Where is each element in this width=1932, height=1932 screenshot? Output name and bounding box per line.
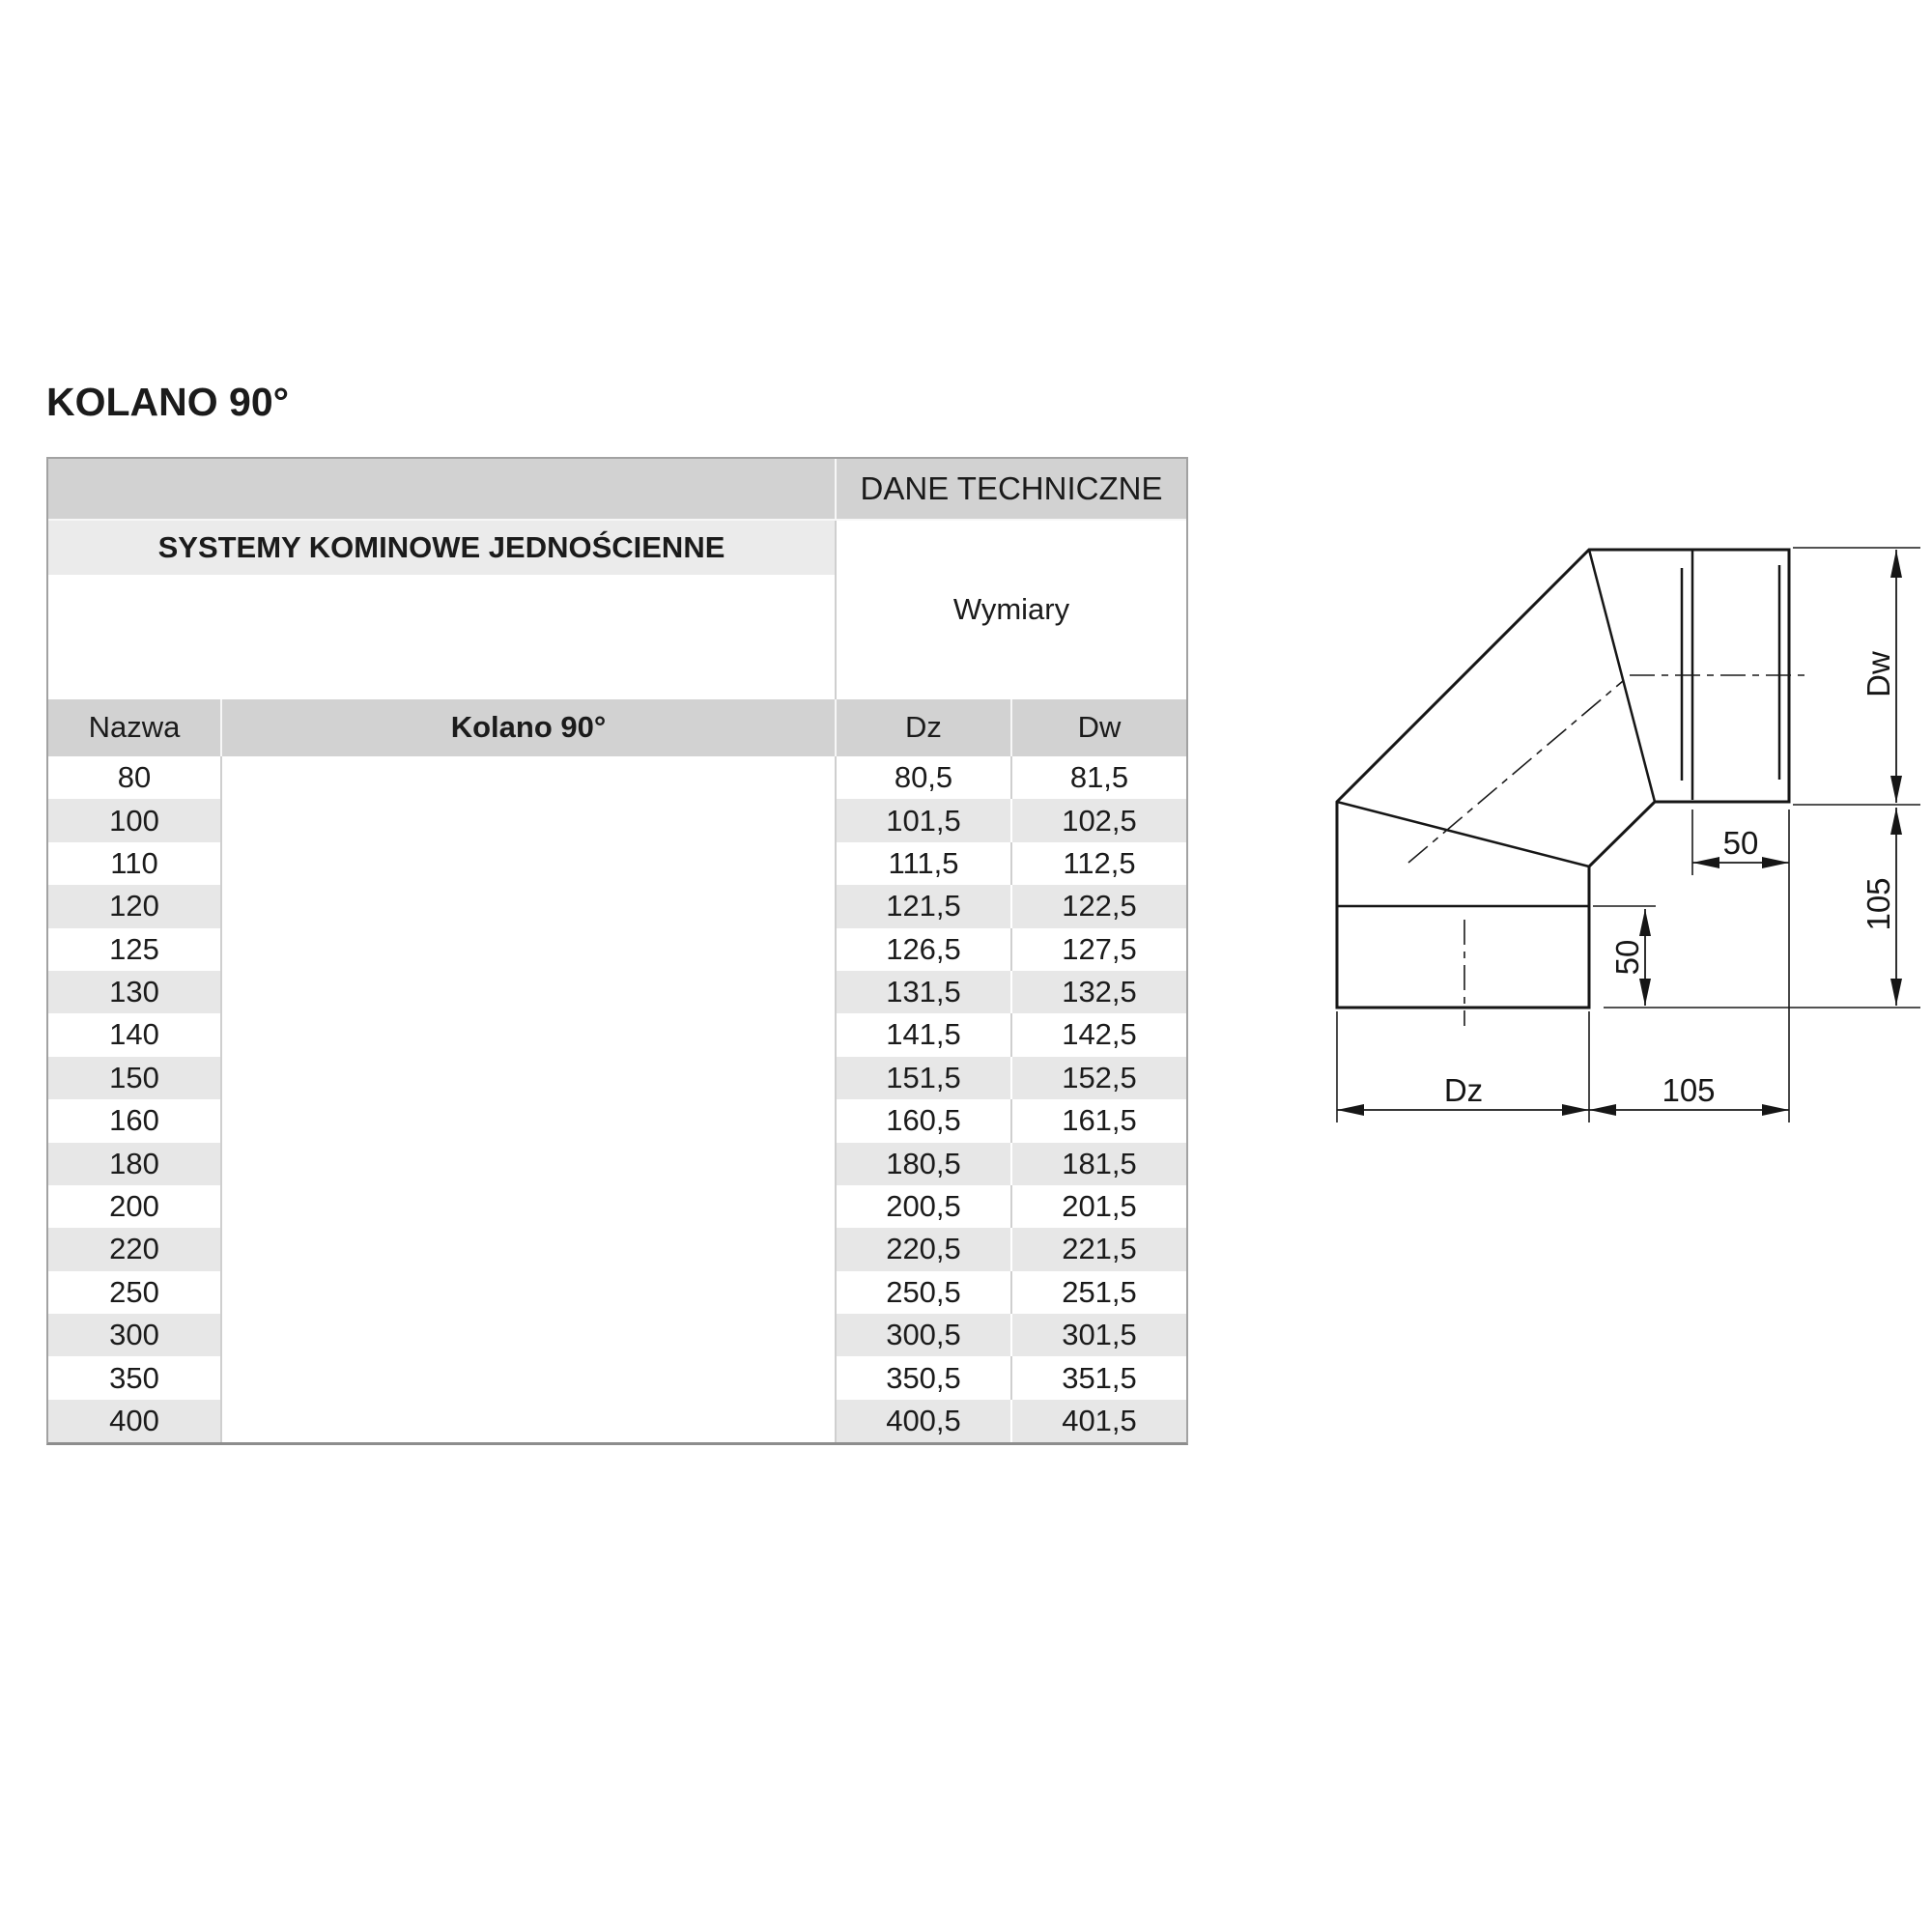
technical-data-table: [46, 457, 1188, 1445]
extension-lines: [1337, 548, 1920, 1122]
dimension-labels: [1444, 651, 1896, 1108]
cell-product-empty: [220, 756, 835, 799]
cell-dw: 81,5: [1010, 756, 1186, 799]
cell-product-empty: [220, 885, 835, 927]
label-right-105: 105: [1861, 877, 1896, 931]
table-body: [48, 756, 1186, 1442]
cell-dw: 112,5: [1010, 842, 1186, 885]
cell-dw: 181,5: [1010, 1143, 1186, 1185]
label-dz: Dz: [1443, 1072, 1484, 1108]
cell-product-empty: [220, 1400, 835, 1442]
cell-product-empty: [220, 842, 835, 885]
cell-dz: 141,5: [835, 1013, 1010, 1056]
cell-product-empty: [220, 1013, 835, 1056]
label-pipe-50: 50: [1609, 939, 1645, 976]
cell-name: 120: [48, 885, 220, 927]
cell-dz: 121,5: [835, 885, 1010, 927]
cell-name: 140: [48, 1013, 220, 1056]
cell-dz: 131,5: [835, 971, 1010, 1013]
cell-dz: 80,5: [835, 756, 1010, 799]
cell-dz: 111,5: [835, 842, 1010, 885]
cell-dw: 102,5: [1010, 799, 1186, 841]
cell-name: 350: [48, 1356, 220, 1399]
dimensions-header: Wymiary: [835, 521, 1186, 699]
table-row: [48, 756, 1186, 799]
cell-name: 125: [48, 928, 220, 971]
cell-name: 150: [48, 1057, 220, 1099]
cell-name: 220: [48, 1228, 220, 1270]
cell-product-empty: [220, 1099, 835, 1142]
section-left-stack: [48, 521, 835, 699]
section-empty-cell: [48, 575, 835, 699]
cell-dw: 152,5: [1010, 1057, 1186, 1099]
cell-name: 130: [48, 971, 220, 1013]
cell-dz: 126,5: [835, 928, 1010, 971]
cell-product-empty: [220, 1228, 835, 1270]
cell-name: 100: [48, 799, 220, 841]
column-header-product: Kolano 90°: [220, 699, 835, 756]
table-row: [48, 1228, 1186, 1270]
elbow-joint-lines: [1337, 550, 1779, 906]
column-header-row: [48, 699, 1186, 756]
page-title: KOLANO 90°: [46, 380, 290, 424]
cell-dz: 200,5: [835, 1185, 1010, 1228]
cell-dz: 350,5: [835, 1356, 1010, 1399]
label-bottom-105: 105: [1662, 1072, 1716, 1108]
cell-dw: 201,5: [1010, 1185, 1186, 1228]
table-section-row: [48, 521, 1186, 699]
cell-name: 300: [48, 1314, 220, 1356]
dimension-lines: [1337, 550, 1896, 1110]
elbow-outline: [1337, 550, 1789, 1008]
cell-dw: 127,5: [1010, 928, 1186, 971]
cell-name: 80: [48, 756, 220, 799]
cell-dw: 351,5: [1010, 1356, 1186, 1399]
cell-product-empty: [220, 1143, 835, 1185]
cell-dz: 151,5: [835, 1057, 1010, 1099]
cell-name: 110: [48, 842, 220, 885]
table-top-header-row: [48, 459, 1186, 521]
label-dw: Dw: [1861, 651, 1896, 697]
cell-dw: 221,5: [1010, 1228, 1186, 1270]
cell-dw: 132,5: [1010, 971, 1186, 1013]
table-row: [48, 885, 1186, 927]
cell-name: 400: [48, 1400, 220, 1442]
cell-name: 180: [48, 1143, 220, 1185]
cell-dw: 251,5: [1010, 1271, 1186, 1314]
table-row: [48, 842, 1186, 885]
table-row: [48, 1143, 1186, 1185]
cell-product-empty: [220, 1356, 835, 1399]
label-socket-50: 50: [1722, 825, 1759, 861]
table-row: [48, 799, 1186, 841]
cell-name: 160: [48, 1099, 220, 1142]
cell-product-empty: [220, 1271, 835, 1314]
top-header-dane-techniczne: DANE TECHNICZNE: [835, 459, 1186, 519]
table-row: [48, 1057, 1186, 1099]
column-header-dz: Dz: [835, 699, 1010, 756]
section-header: SYSTEMY KOMINOWE JEDNOŚCIENNE: [48, 521, 835, 575]
column-header-name: Nazwa: [48, 699, 220, 756]
cell-dw: 161,5: [1010, 1099, 1186, 1142]
cell-dz: 180,5: [835, 1143, 1010, 1185]
table-row: [48, 928, 1186, 971]
table-row: [48, 971, 1186, 1013]
table-row: [48, 1400, 1186, 1442]
cell-product-empty: [220, 971, 835, 1013]
table-row: [48, 1099, 1186, 1142]
cell-name: 250: [48, 1271, 220, 1314]
table-row: [48, 1271, 1186, 1314]
cell-dz: 220,5: [835, 1228, 1010, 1270]
cell-product-empty: [220, 1057, 835, 1099]
top-header-empty-cell: [48, 459, 835, 519]
cell-product-empty: [220, 1314, 835, 1356]
cell-product-empty: [220, 1185, 835, 1228]
table-row: [48, 1013, 1186, 1056]
cell-dw: 401,5: [1010, 1400, 1186, 1442]
table-row: [48, 1356, 1186, 1399]
dimension-arrowheads: [1337, 550, 1902, 1116]
table-row: [48, 1314, 1186, 1356]
cell-product-empty: [220, 799, 835, 841]
table-row: [48, 1185, 1186, 1228]
cell-dw: 142,5: [1010, 1013, 1186, 1056]
cell-dw: 301,5: [1010, 1314, 1186, 1356]
technical-drawing: [1294, 502, 1932, 1159]
cell-dz: 160,5: [835, 1099, 1010, 1142]
cell-dz: 250,5: [835, 1271, 1010, 1314]
cell-dw: 122,5: [1010, 885, 1186, 927]
cell-dz: 400,5: [835, 1400, 1010, 1442]
cell-dz: 101,5: [835, 799, 1010, 841]
cell-product-empty: [220, 928, 835, 971]
cell-name: 200: [48, 1185, 220, 1228]
cell-dz: 300,5: [835, 1314, 1010, 1356]
column-header-dw: Dw: [1010, 699, 1186, 756]
